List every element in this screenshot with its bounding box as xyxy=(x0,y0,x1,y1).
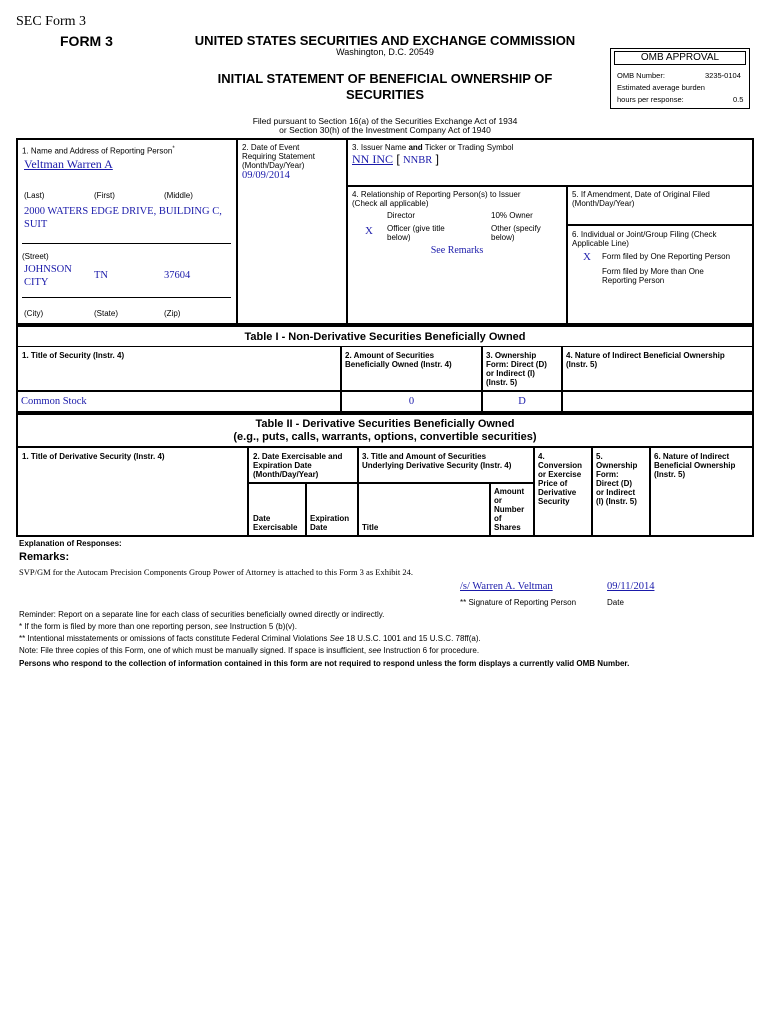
ticker-bracket-close: ] xyxy=(435,152,439,166)
other-label-2: below) xyxy=(491,233,515,242)
table2-col-divider-3 xyxy=(533,447,535,536)
table2-subcol-divider-b xyxy=(489,483,491,536)
one-person-checkmark[interactable]: X xyxy=(583,251,591,263)
form-label: FORM 3 xyxy=(60,33,113,49)
table2-col3b-header-3: Number xyxy=(494,505,525,514)
box5-label-2: (Month/Day/Year) xyxy=(572,199,635,208)
more-persons-label-2: Reporting Person xyxy=(602,276,665,285)
table-row-title: Common Stock xyxy=(21,396,87,407)
table2-title-divider xyxy=(17,446,753,448)
filed-pursuant-line2: or Section 30(h) of the Investment Company Act of 1940 xyxy=(279,125,491,135)
table2-col4-header-1: 4. xyxy=(538,452,545,461)
table2-col4-header-6: Security xyxy=(538,497,570,506)
ten-percent-owner-label: 10% Owner xyxy=(491,211,533,220)
middle-label: (Middle) xyxy=(164,191,193,200)
table2-col5-header-6: (I) (Instr. 5) xyxy=(596,497,637,506)
agency-title: UNITED STATES SECURITIES AND EXCHANGE COMMISSION xyxy=(194,33,576,48)
table1-title: Table I - Non-Derivative Securities Beneficially Owned xyxy=(244,331,526,343)
ticker-bracket-open: [ xyxy=(396,152,400,166)
table2-col3b-header-4: of xyxy=(494,514,502,523)
omb-disclaimer: Persons who respond to the collection of information contained in this form are not required to respond unless the form displays a currently valid OMB Number. xyxy=(19,659,630,668)
remarks-text: SVP/GM for the Autocam Precision Components Group Power of Attorney is attached to this Form 3 as Exhibit 24. xyxy=(19,567,414,577)
table2-col3a-header: Title xyxy=(362,523,379,532)
table2-col3b-header-2: or xyxy=(494,496,502,505)
table2-col5-header-2: Ownership xyxy=(596,461,638,470)
street-label: (Street) xyxy=(22,252,49,261)
zip-label: (Zip) xyxy=(164,309,181,318)
reporting-person-name[interactable]: Veltman Warren A xyxy=(24,157,113,171)
table2-col3-header-1: 3. Title and Amount of Securities xyxy=(362,452,487,461)
reminder-note: Reminder: Report on a separate line for each class of securities beneficially owned directly or indirectly. xyxy=(19,610,385,619)
box2-label-3: (Month/Day/Year) xyxy=(242,161,305,170)
box2-label-1: 2. Date of Event xyxy=(242,143,300,152)
table1-col3-header-3: or Indirect (I) xyxy=(486,369,535,378)
table1-col2-header-1: 2. Amount of Securities xyxy=(345,351,435,360)
form-title-line2: SECURITIES xyxy=(345,87,424,102)
signature-value: /s/ Warren A. Veltman xyxy=(460,581,553,592)
table2-col2b-header-2: Date xyxy=(310,523,328,532)
table2-col1-header: 1. Title of Derivative Security (Instr. 4) xyxy=(22,452,165,461)
table1-header-divider xyxy=(17,390,753,392)
omb-burden-label: Estimated average burden xyxy=(617,83,705,92)
one-person-label: Form filed by One Reporting Person xyxy=(602,252,731,261)
table2-col3b-header-1: Amount xyxy=(494,487,525,496)
explanation-label: Explanation of Responses: xyxy=(19,539,122,548)
table2-col5-header-4: Direct (D) xyxy=(596,479,633,488)
officer-title-value: See Remarks xyxy=(430,245,484,256)
more-persons-label-1: Form filed by More than One xyxy=(602,267,704,276)
table2-col2-header-1: 2. Date Exercisable and xyxy=(253,452,343,461)
table-row-amount: 0 xyxy=(408,396,415,407)
box5-label-1: 5. If Amendment, Date of Original Filed xyxy=(572,190,710,199)
table1-col2-header-2: Beneficially Owned (Instr. 4) xyxy=(345,360,452,369)
table2-col-divider-4 xyxy=(591,447,593,536)
table1-title-divider xyxy=(17,346,753,347)
form-title-line1: INITIAL STATEMENT OF BENEFICIAL OWNERSHIP OF xyxy=(217,71,553,86)
footnote-2: ** Intentional misstatements or omissions of facts constitute Federal Criminal Violations See 18 U.S.C. 1001 and 15 U.S.C. 78ff(a). xyxy=(19,634,481,643)
issuer-line xyxy=(352,152,439,167)
footnote-1: * If the form is filed by more than one reporting person, see Instruction 5 (b)(v). xyxy=(19,622,297,631)
omb-hours-label: hours per response: xyxy=(617,95,684,104)
director-label: Director xyxy=(387,211,416,220)
box4-label-1: 4. Relationship of Reporting Person(s) to Issuer xyxy=(352,190,521,199)
table2-col6-header-3: (Instr. 5) xyxy=(654,470,686,479)
city-label: (City) xyxy=(24,309,44,318)
table1-col3-header-4: (Instr. 5) xyxy=(486,378,518,387)
table1-col-divider-3 xyxy=(561,346,563,412)
filed-pursuant-line1: Filed pursuant to Section 16(a) of the Securities Exchange Act of 1934 xyxy=(252,116,518,126)
state-label: (State) xyxy=(94,309,119,318)
omb-number-label: OMB Number: xyxy=(617,71,665,80)
table2-col2b-header-1: Expiration xyxy=(310,514,350,523)
table2-col5-header-1: 5. xyxy=(596,452,603,461)
omb-number-value: 3235-0104 xyxy=(705,71,741,80)
table1-col4-header-2: (Instr. 5) xyxy=(566,360,598,369)
omb-hours-value: 0.5 xyxy=(733,95,744,104)
table1-col1-header: 1. Title of Security (Instr. 4) xyxy=(22,351,125,360)
table2-col4-header-2: Conversion xyxy=(538,461,583,470)
table2-col-divider-5 xyxy=(649,447,651,536)
officer-label-1: Officer (give title xyxy=(387,224,445,233)
table2-col5-header-5: or Indirect xyxy=(596,488,636,497)
table2-title-2: (e.g., puts, calls, warrants, options, convertible securities) xyxy=(233,431,537,443)
table2-col3-header-2: Underlying Derivative Security (Instr. 4) xyxy=(362,461,512,470)
table1-col3-header-1: 3. Ownership xyxy=(486,351,537,360)
officer-label-2: below) xyxy=(387,233,411,242)
state-value: TN xyxy=(94,270,108,281)
table2-title-1: Table II - Derivative Securities Beneficially Owned xyxy=(255,418,515,430)
event-date-value: 09/09/2014 xyxy=(242,170,290,181)
table1-col4-header-1: 4. Nature of Indirect Beneficial Ownership xyxy=(566,351,725,360)
table2-col5-header-3: Form: xyxy=(596,470,619,479)
issuer-name[interactable]: NN INC xyxy=(352,152,393,166)
table2-subcol-divider-a xyxy=(305,483,307,536)
box6-label-1: 6. Individual or Joint/Group Filing (Check xyxy=(572,230,717,239)
table2-col4-header-5: Derivative xyxy=(538,488,577,497)
table2-col6-header-2: Beneficial Ownership xyxy=(654,461,736,470)
table2-col4-header-4: Price of xyxy=(538,479,568,488)
signature-date-label: Date xyxy=(607,598,624,607)
street-value: 2000 WATERS EDGE DRIVE, BUILDING C, SUIT xyxy=(24,206,222,230)
signature-label: ** Signature of Reporting Person xyxy=(460,598,577,607)
table2-subheader-divider-b xyxy=(358,482,534,484)
box2-label-2: Requiring Statement xyxy=(242,152,315,161)
box4-label-2: (Check all applicable) xyxy=(352,199,429,208)
other-label-1: Other (specify xyxy=(491,224,541,233)
first-label: (First) xyxy=(94,191,115,200)
footnote-3: Note: File three copies of this Form, one of which must be manually signed. If space is insufficient, see Instruction 6 for procedure. xyxy=(19,646,480,655)
table2-col3b-header-5: Shares xyxy=(494,523,521,532)
table2-subheader-divider-a xyxy=(248,482,357,484)
page-title: SEC Form 3 xyxy=(16,14,87,29)
table-row-form: D xyxy=(518,396,526,407)
signature-date-value: 09/11/2014 xyxy=(607,581,655,592)
table2-col6-header-1: 6. Nature of Indirect xyxy=(654,452,730,461)
table2-col-divider-1 xyxy=(247,447,249,536)
omb-title: OMB APPROVAL xyxy=(614,51,746,65)
box3-label: 3. Issuer Name and Ticker or Trading Symbol xyxy=(352,143,514,152)
zip-value: 37604 xyxy=(164,270,191,281)
table2-col2a-header-1: Date xyxy=(253,514,271,523)
city-divider xyxy=(22,297,231,298)
officer-checkmark[interactable]: X xyxy=(365,225,373,237)
table1-col3-header-2: Form: Direct (D) xyxy=(486,360,547,369)
table2-col2-header-3: (Month/Day/Year) xyxy=(253,470,319,479)
table2-col2-header-2: Expiration Date xyxy=(253,461,312,470)
last-label: (Last) xyxy=(24,191,45,200)
table2-col2a-header-2: Exercisable xyxy=(253,523,298,532)
table2-col-divider-2 xyxy=(357,447,359,536)
box1-label: 1. Name and Address of Reporting Person* xyxy=(22,146,175,156)
agency-location: Washington, D.C. 20549 xyxy=(336,47,434,57)
table2-col4-header-3: or Exercise xyxy=(538,470,582,479)
box6-label-2: Applicable Line) xyxy=(572,239,629,248)
street-divider xyxy=(22,243,231,244)
city-value-line1: JOHNSON xyxy=(24,264,72,275)
remarks-label: Remarks: xyxy=(19,551,70,563)
ticker-symbol: NNBR xyxy=(403,155,433,166)
city-value-line2: CITY xyxy=(24,277,49,288)
